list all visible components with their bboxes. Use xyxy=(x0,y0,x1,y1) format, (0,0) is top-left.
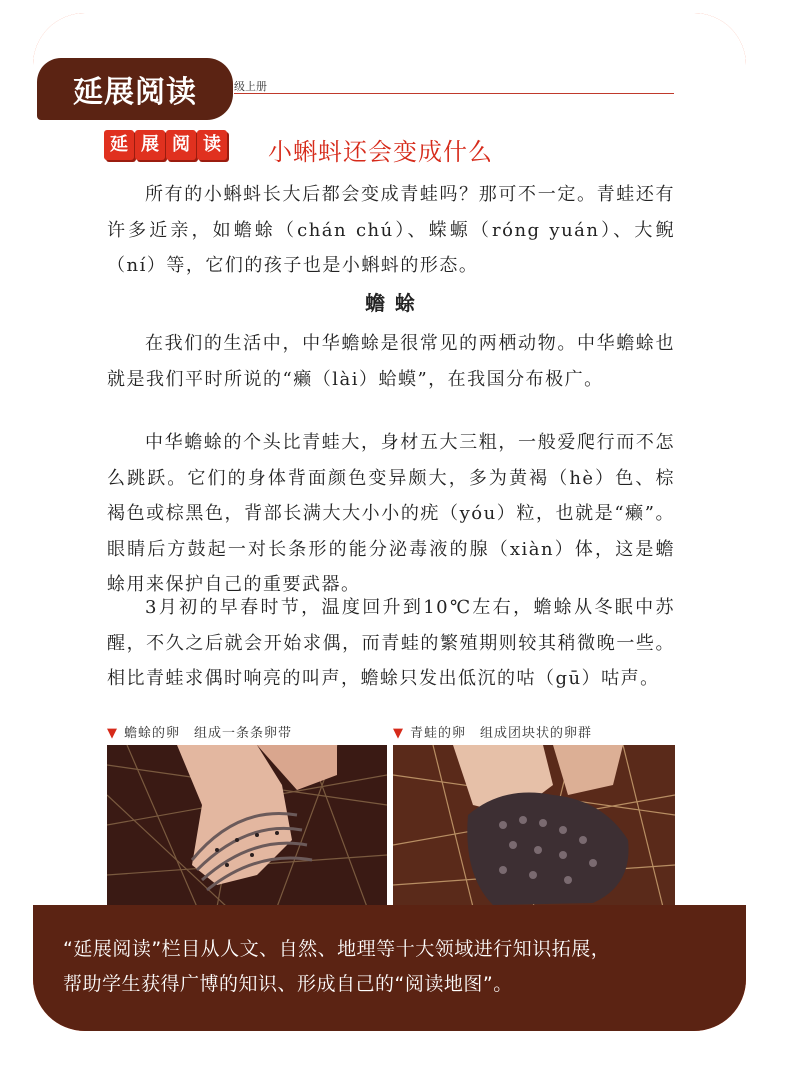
header-rule xyxy=(234,93,674,94)
intro-paragraph: 所有的小蝌蚪长大后都会变成青蛙吗？那可不一定。青蛙还有许多近亲，如蟾蜍（chán chú）、蝾螈（róng yuán）、大鲵（ní）等，它们的孩子也是小蝌蚪的形态。 xyxy=(107,184,675,276)
section-tag-char: 阅 xyxy=(166,130,196,160)
body-paragraph: 在我们的生活中，中华蟾蜍是很常见的两栖动物。中华蟾蜍也就是我们平时所说的“癞（lài）蛤蟆”，在我国分布极广。 xyxy=(107,333,675,390)
section-tag xyxy=(104,130,228,160)
triangle-icon: ▼ xyxy=(107,726,118,741)
running-head: 级上册 xyxy=(234,80,267,93)
body-paragraph: 中华蟾蜍的个头比青蛙大，身材五大三粗，一般爱爬行而不怎么跳跃。它们的身体背面颜色变异颇大，多为黄褐（hè）色、棕褐色或棕黑色，背部长满大大小小的疣（yóu）粒，也就是“癞”。眼睛后方鼓起一对长条形的能分泌毒液的腺（xiàn）体，这是蟾蜍用来保护自己的重要武器。 xyxy=(107,432,675,595)
caption-text: 蟾蜍的卵 组成一条条卵带 xyxy=(124,726,293,741)
caption-right xyxy=(393,722,592,741)
caption-text: 青蛙的卵 组成团块状的卵群 xyxy=(410,726,593,741)
article-title: 小蝌蚪还会变成什么 xyxy=(268,138,493,166)
body-paragraph: 3月初的早春时节，温度回升到10℃左右，蟾蜍从冬眠中苏醒，不久之后就会开始求偶，而青蛙的繁殖期则较其稍微晚一些。相比青蛙求偶时响亮的叫声，蟾蜍只发出低沉的咕（gū）咕声。 xyxy=(107,597,675,689)
corner-badge: 延展阅读 xyxy=(37,58,233,120)
section-tag-char: 读 xyxy=(197,130,227,160)
banner-line: “延展阅读”栏目从人文、自然、地理等十大领域进行知识拓展， xyxy=(63,938,611,960)
banner-line: 帮助学生获得广博的知识、形成自己的“阅读地图”。 xyxy=(63,973,513,995)
triangle-icon: ▼ xyxy=(393,726,404,741)
description-banner xyxy=(33,905,746,1031)
section-tag-char: 延 xyxy=(104,130,134,160)
subheading: 蟾蜍 xyxy=(365,291,425,315)
caption-left xyxy=(107,722,292,741)
frog-eggs-photo xyxy=(393,745,675,907)
section-tag-char: 展 xyxy=(135,130,165,160)
toad-eggs-photo xyxy=(107,745,387,907)
